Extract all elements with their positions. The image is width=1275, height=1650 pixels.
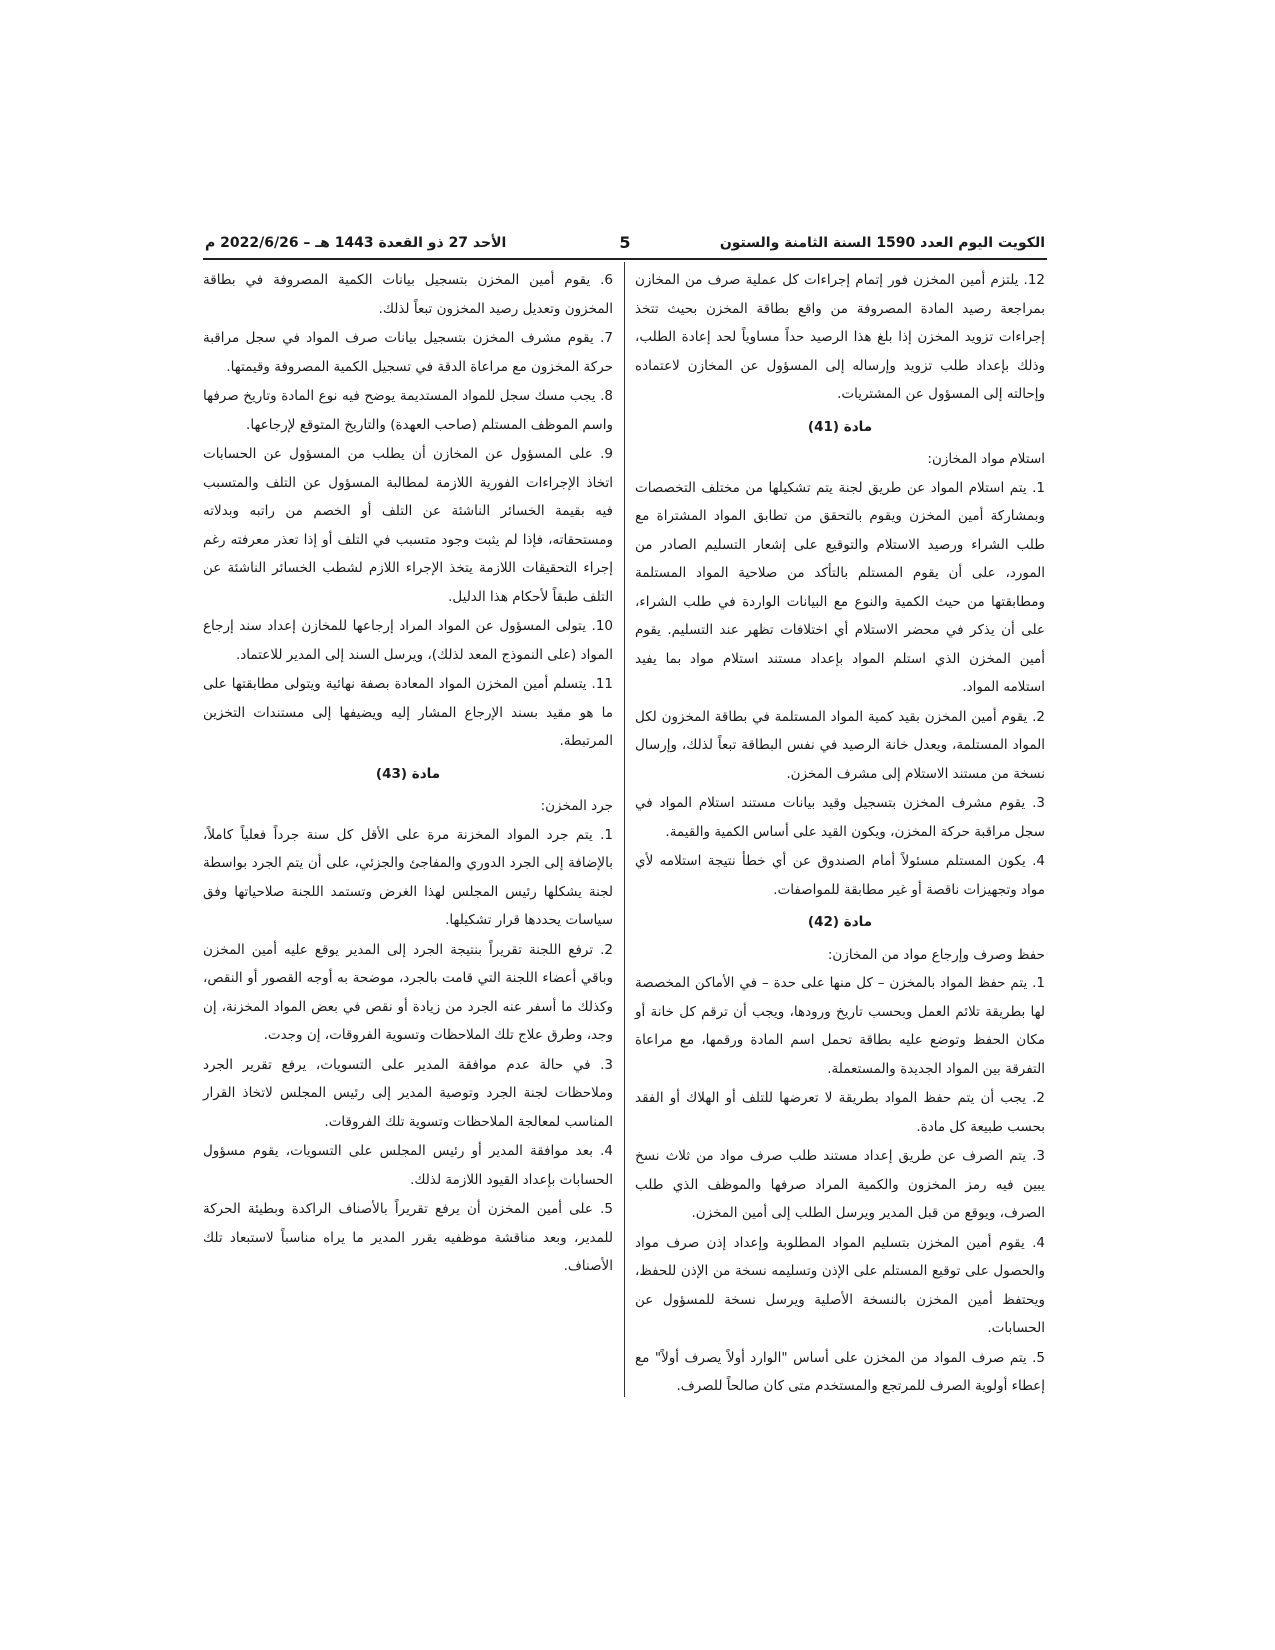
article-clause: 12. يلتزم أمين المخزن فور إتمام إجراءات كل عملية صرف من المخازن بمراجعة رصيد المادة المصروفة من واقع بطاقة المخزن بحيث تتخذ إجراءات تزويد المخزن إذا بلغ هذا الرصيد حداً مساوياً لحد إعادة الطلب، وذلك بإعداد طلب تزويد وإرساله إلى المسؤول عن المخازن لاعتماده وإحالته إلى المسؤول عن المشتريات.: [635, 272, 1045, 402]
header-rule: [203, 258, 1047, 260]
article-subheading: استلام مواد المخازن:: [927, 451, 1045, 467]
article-clause: 4. يقوم أمين المخزن بتسليم المواد المطلوبة وإعداد إذن صرف مواد والحصول على توقيع المستلم على الإذن وتسليمه نسخة من الإذن للحفظ، ويحتفظ أمين المخزن بالنسخة الأصلية ويرسل نسخة للمسؤول عن الحسابات.: [635, 1234, 1045, 1336]
article-clause: 1. يتم استلام المواد عن طريق لجنة يتم تشكيلها من مختلف التخصصات وبمشاركة أمين المخزن ويقوم بالتحقق من تطابق المواد المشتراة مع طلب الشراء ورصيد الاستلام والتوقيع على إشعار التسليم الصادر من المورد، على أن يقوم المستلم بالتأكد من صلاحية المواد المستلمة ومطابقتها من حيث الكمية والنوع مع البيانات الواردة في طلب الشراء، على أن يذكر في محضر الاستلام أي اختلافات تظهر عند التسليم. يقوم أمين المخزن الذي استلم المواد بإعداد مستند استلام مواد بما يفيد استلامه المواد.: [635, 479, 1045, 695]
article-clause: 2. يجب أن يتم حفظ المواد بطريقة لا تعرضها للتلف أو الهلاك أو الفقد بحسب طبيعة كل مادة.: [635, 1090, 1045, 1135]
column-divider: [624, 262, 625, 1397]
article-clause: 6. يقوم أمين المخزن بتسجيل بيانات الكمية المصروفة في بطاقة المخزون وتعديل رصيد المخزون تبعاً لذلك.: [203, 272, 613, 317]
article-clause: 3. في حالة عدم موافقة المدير على التسويات، يرفع تقرير الجرد وملاحظات لجنة الجرد وتوصية المدير إلى رئيس المجلس لاتخاذ القرار المناسب لمعالجة الملاحظات وتسوية تلك الفروقات.: [203, 1056, 613, 1130]
article-heading: مادة (42): [807, 914, 873, 930]
article-clause: 1. يتم حفظ المواد بالمخزن – كل منها على حدة – في الأماكن المخصصة لها بطريقة تلائم العمل وبحسب تاريخ ورودها، ويجب أن ترقم كل خانة أو مكان الحفظ وتوضع عليه بطاقة تحمل اسم المادة ورقمها، مع مراعاة التفرقة بين المواد الجديدة والمستعملة.: [635, 975, 1045, 1077]
article-clause: 3. يتم الصرف عن طريق إعداد مستند طلب صرف مواد من ثلاث نسخ يبين فيه رمز المخزون والكمية المراد صرفها والموظف الذي طلب الصرف، ويوقع من قبل المدير ويرسل الطلب إلى أمين المخزن.: [635, 1148, 1045, 1221]
article-clause: 4. بعد موافقة المدير أو رئيس المجلس على التسويات، يقوم مسؤول الحسابات بإعداد القيود اللازمة لذلك.: [203, 1143, 613, 1188]
article-clause: 9. على المسؤول عن المخازن أن يطلب من المسؤول عن الحسابات اتخاذ الإجراءات الفورية اللازمة لمطالبة المسؤول عن التلف والمتسبب فيه بقيمة الخسائر الناشئة عن التلف أو الخصم من راتبه وبدلاته ومستحقاته، فإذا لم يثبت وجود متسبب في التلف أو إذا تعذر معرفته رغم إجراء التحقيقات اللازمة يتخذ الإجراء اللازم لشطب الخسائر الناشئة عن التلف طبقاً لأحكام هذا الدليل.: [203, 446, 613, 605]
article-subheading: جرد المخزن:: [540, 798, 613, 814]
article-clause: 4. يكون المستلم مسئولاً أمام الصندوق عن أي خطأ نتيجة استلامه لأي مواد وتجهيزات ناقصة أو غير مطابقة للمواصفات.: [635, 853, 1045, 898]
page-header: [205, 233, 1045, 257]
article-clause: 2. يقوم أمين المخزن بقيد كمية المواد المستلمة في بطاقة المخزون لكل المواد المستلمة، ويعدل خانة الرصيد في نفس البطاقة تبعاً لذلك، وإرسال نسخة من مستند الاستلام إلى مشرف المخزن.: [635, 708, 1045, 782]
issue-date: الأحد 27 ذو القعدة 1443 هـ – 2022/6/26 م: [205, 235, 507, 251]
article-clause: 11. يتسلم أمين المخزن المواد المعادة بصفة نهائية ويتولى مطابقتها على ما هو مقيد بسند الإرجاع المشار إليه ويضيفها إلى مستندات التخزين المرتبطة.: [203, 676, 613, 749]
article-clause: 2. ترفع اللجنة تقريراً بنتيجة الجرد إلى المدير يوقع عليه أمين المخزن وباقي أعضاء اللجنة التي قامت بالجرد، موضحة به أوجه القصور أو النقص، وكذلك ما أسفر عنه الجرد من زيادة أو نقص في بعض المواد المخزنة، إن وجد، وطرق علاج تلك الملاحظات وتسوية الفروقات، إن وجدت.: [203, 941, 613, 1043]
page-number: 5: [619, 233, 631, 252]
article-clause: 3. يقوم مشرف المخزن بتسجيل وقيد بيانات مستند استلام المواد في سجل مراقبة حركة المخزن، ويكون القيد على أساس الكمية والقيمة.: [635, 795, 1045, 840]
article-clause: 5. على أمين المخزن أن يرفع تقريراً بالأصناف الراكدة وبطيئة الحركة للمدير، وبعد مناقشة موظفيه يقرر المدير ما يراه مناسباً لاستبعاد تلك الأصناف.: [203, 1201, 613, 1274]
article-clause: 5. يتم صرف المواد من المخزن على أساس "الوارد أولاً يصرف أولاً" مع إعطاء أولوية الصرف للمرتجع والمستخدم متى كان صالحاً للصرف.: [635, 1349, 1045, 1394]
left-column: [203, 266, 613, 1282]
article-subheading: حفظ وصرف وإرجاع مواد من المخازن:: [827, 946, 1045, 963]
right-column: [635, 266, 1045, 1402]
article-heading: مادة (43): [375, 765, 441, 782]
article-clause: 10. يتولى المسؤول عن المواد المراد إرجاعها للمخازن إعداد سند إرجاع المواد (على النموذج المعد لذلك)، ويرسل السند إلى المدير للاعتماد.: [203, 618, 613, 663]
publication-title: الكويت اليوم العدد 1590 السنة الثامنة والستون: [719, 235, 1045, 251]
article-clause: 7. يقوم مشرف المخزن بتسجيل بيانات صرف المواد في سجل مراقبة حركة المخزون مع مراعاة الدقة في تسجيل الكمية المصروفة وقيمتها.: [203, 330, 613, 375]
article-clause: 1. يتم جرد المواد المخزنة مرة على الأقل كل سنة جرداً فعلياً كاملاً، بالإضافة إلى الجرد الدوري والمفاجئ والجزئي، على أن يتم الجرد بواسطة لجنة يشكلها رئيس المجلس لهذا الغرض وتستمد اللجنة صلاحياتها وفق سياسات يحددها قرار تشكيلها.: [203, 826, 613, 928]
article-heading: مادة (41): [807, 418, 873, 435]
article-clause: 8. يجب مسك سجل للمواد المستديمة يوضح فيه نوع المادة وتاريخ صرفها واسم الموظف المستلم (صاحب العهدة) والتاريخ المتوقع لإرجاعها.: [203, 388, 613, 433]
